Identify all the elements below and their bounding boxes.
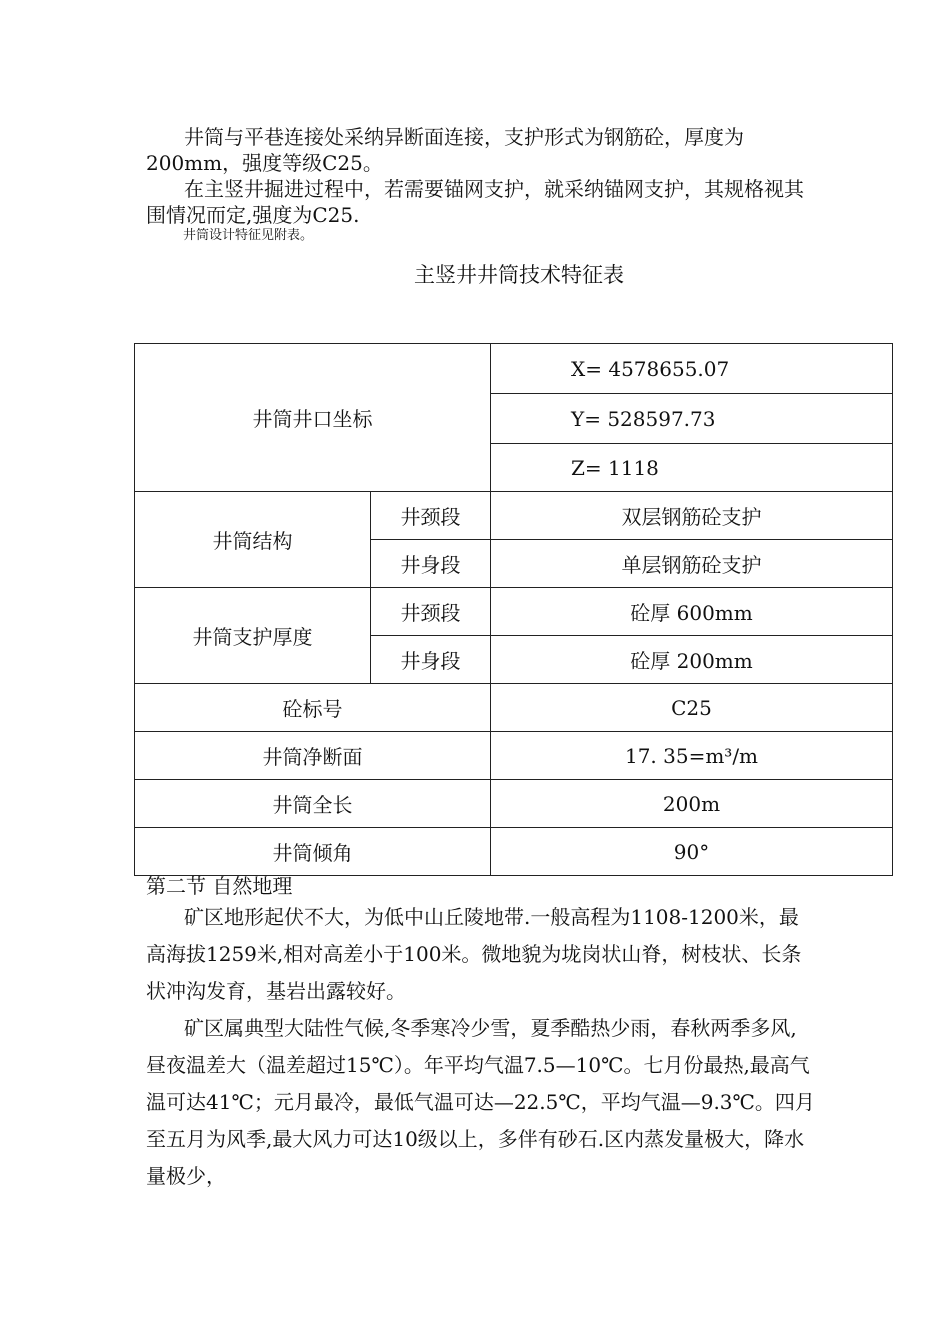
table-row [135, 588, 893, 636]
intro-paragraph-1-text: 井筒与平巷连接处采纳异断面连接，支护形式为钢筋砼，厚度为200mm，强度等级C25。 [146, 125, 744, 175]
intro-paragraph-2 [146, 176, 811, 228]
row-label: 井筒倾角 [135, 828, 491, 876]
thickness-part: 井身段 [371, 636, 491, 684]
structure-value: 单层钢筋砼支护 [491, 540, 893, 588]
row-value: 200m [491, 780, 893, 828]
row-label: 砼标号 [135, 684, 491, 732]
row-value: C25 [491, 684, 893, 732]
shaft-spec-table [134, 343, 893, 876]
thickness-value: 砼厚 200mm [491, 636, 893, 684]
table-row [135, 492, 893, 540]
coord-x: X= 4578655.07 [491, 344, 893, 394]
section-heading: 第二节 自然地理 [146, 874, 293, 898]
table-row [135, 344, 893, 394]
table-row [135, 828, 893, 876]
section-body [146, 899, 816, 1195]
table-row [135, 684, 893, 732]
row-value: 90° [491, 828, 893, 876]
structure-part: 井身段 [371, 540, 491, 588]
section-paragraph-2-text: 矿区属典型大陆性气候,冬季寒冷少雪，夏季酷热少雨，春秋两季多风,昼夜温差大（温差超过15℃）。年平均气温7.5—10℃。七月份最热,最高气温可达41℃；元月最冷，最低气温可达—22.5℃，平均气温—9.3℃。四月至五月为风季,最大风力可达10级以上，多伴有砂石.区内蒸发量极大，降水量极少， [146, 1016, 815, 1188]
table-row [135, 780, 893, 828]
coord-label: 井筒井口坐标 [135, 344, 491, 492]
structure-part: 井颈段 [371, 492, 491, 540]
section-paragraph-1 [146, 899, 816, 1010]
coord-y: Y= 528597.73 [491, 394, 893, 444]
thickness-value: 砼厚 600mm [491, 588, 893, 636]
thickness-label: 井筒支护厚度 [135, 588, 371, 684]
section-paragraph-2 [146, 1010, 816, 1195]
row-label: 井筒净断面 [135, 732, 491, 780]
row-label: 井筒全长 [135, 780, 491, 828]
table-row [135, 732, 893, 780]
section-paragraph-1-text: 矿区地形起伏不大，为低中山丘陵地带.一般高程为1108-1200米，最高海拔1259米,相对高差小于100米。微地貌为垅岗状山脊，树枝状、长条状冲沟发育，基岩出露较好。 [146, 905, 802, 1003]
table-title: 主竖井井筒技术特征表 [414, 263, 624, 287]
structure-label: 井筒结构 [135, 492, 371, 588]
thickness-part: 井颈段 [371, 588, 491, 636]
structure-value: 双层钢筋砼支护 [491, 492, 893, 540]
row-value: 17. 35=m³/m [491, 732, 893, 780]
intro-paragraph-1 [146, 124, 811, 176]
table-note: 井筒设计特征见附表。 [183, 228, 314, 243]
coord-z: Z= 1118 [491, 444, 893, 492]
intro-paragraph-2-text: 在主竖井掘进过程中，若需要锚网支护，就采纳锚网支护，其规格视其围情况而定,强度为C25. [146, 177, 804, 227]
